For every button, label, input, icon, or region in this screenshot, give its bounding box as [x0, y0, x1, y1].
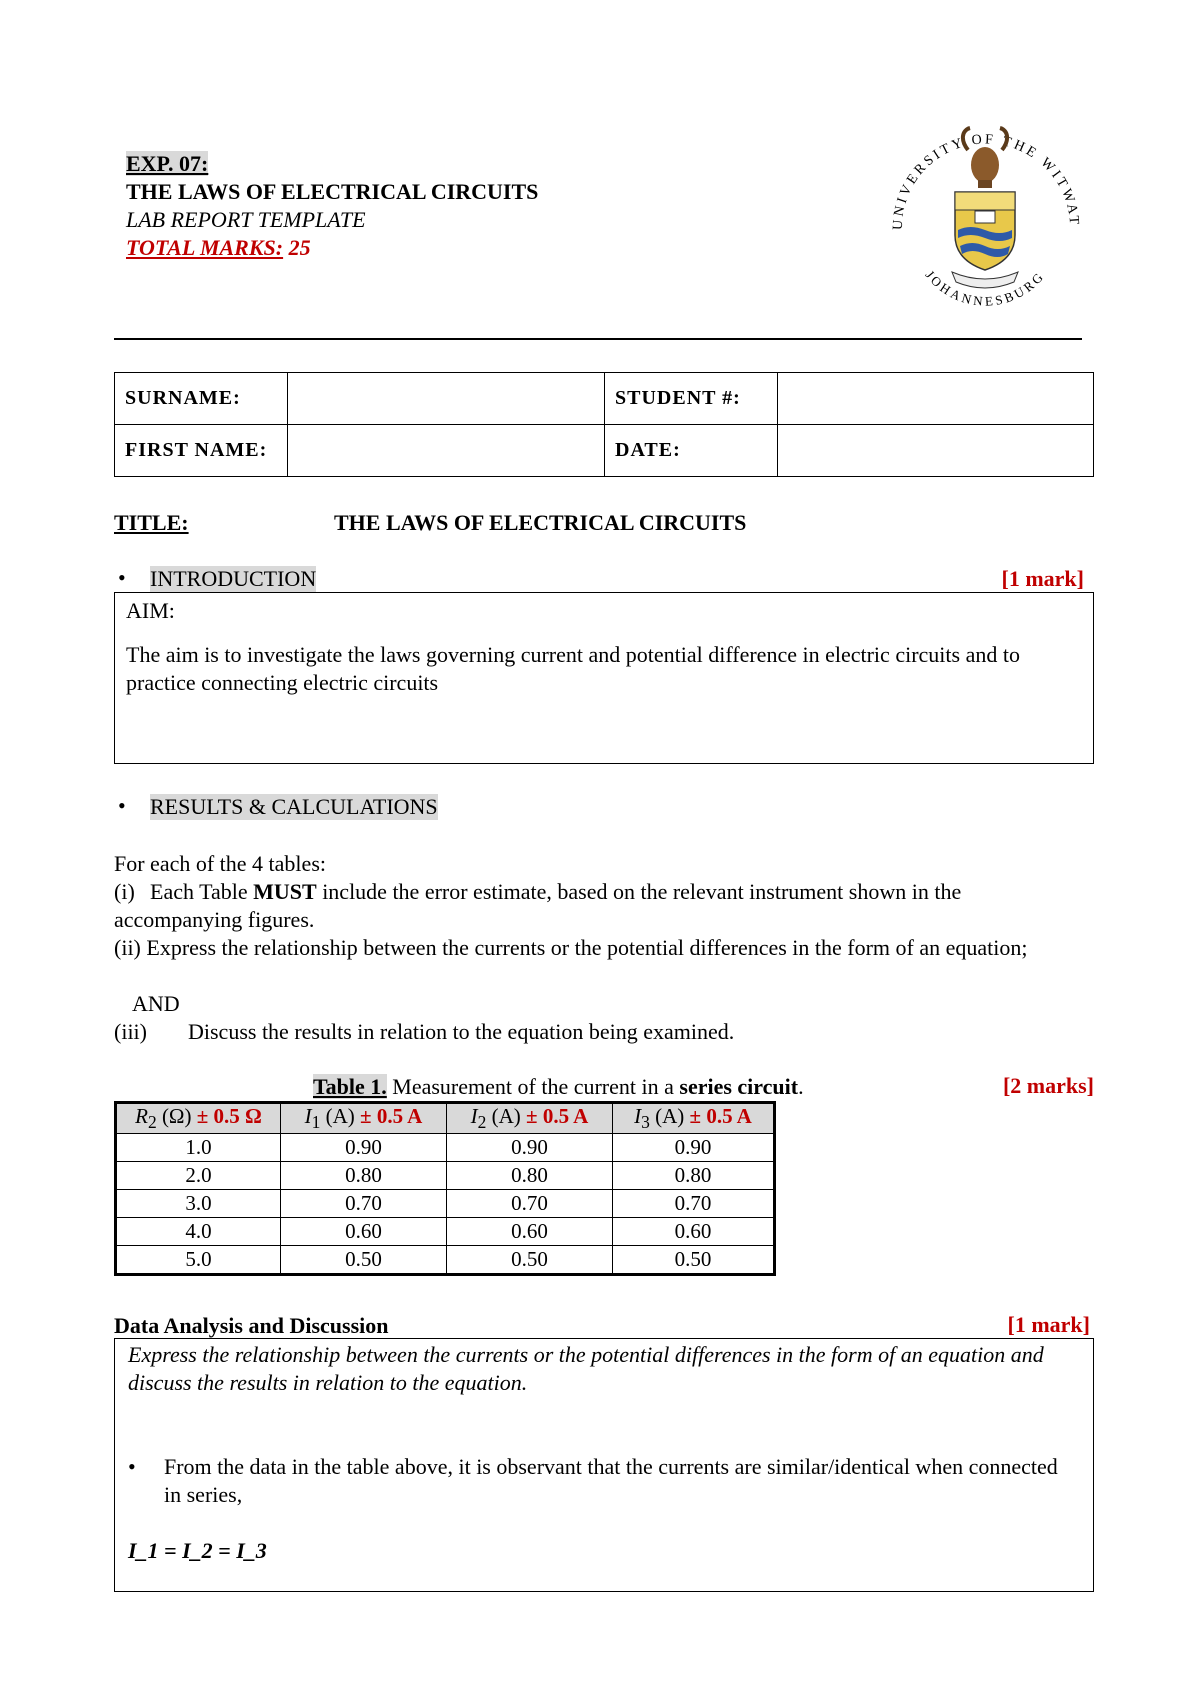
- table1-header-i2: $I_2$ (A) ± 0.5 A: [447, 1103, 613, 1134]
- crest-bottom-text: JOHANNESBURG: [922, 267, 1048, 309]
- table-row: [116, 1246, 775, 1275]
- analysis-mark: [1 mark]: [1007, 1312, 1090, 1337]
- table1-header-i3: $I_3$ (A) ± 0.5 A: [613, 1103, 775, 1134]
- results-and: AND: [132, 991, 180, 1016]
- cell: 0.50: [281, 1246, 447, 1275]
- results-heading: RESULTS & CALCULATIONS: [150, 794, 438, 819]
- exp-label: EXP. 07:: [126, 151, 209, 176]
- cell: 0.50: [613, 1246, 775, 1275]
- results-item-1: (i) Each Table MUST include the error estimate, based on the relevant instrument shown in the accompanying figures.: [114, 879, 962, 932]
- table-row: [116, 1190, 775, 1218]
- results-item-2: (ii) Express the relationship between the currents or the potential differences in the form of an equation;: [114, 935, 1028, 960]
- first-name-label: FIRST NAME:: [115, 425, 288, 477]
- cell: 0.90: [613, 1134, 775, 1162]
- aim-label: AIM:: [126, 598, 175, 623]
- aim-box: [114, 592, 1094, 764]
- table1-header-r2: $R_2$ (Ω) ± 0.5 Ω: [116, 1103, 281, 1134]
- table-row: [116, 1162, 775, 1190]
- table1-mark: [2 marks]: [1002, 1073, 1094, 1098]
- analysis-bullet-dot: •: [128, 1454, 136, 1479]
- analysis-bullet-text: From the data in the table above, it is observant that the currents are similar/identical when connected in series,: [164, 1454, 1058, 1507]
- table1-header-i1: $I_1$ (A) ± 0.5 A: [281, 1103, 447, 1134]
- introduction-mark: [1 mark]: [1001, 566, 1084, 591]
- introduction-heading: INTRODUCTION: [150, 566, 317, 591]
- crest-top-text: UNIVERSITY OF THE WITWAT: [890, 132, 1082, 231]
- university-crest-logo: [880, 110, 1090, 320]
- analysis-equation: I_1 = I_2 = I_3: [128, 1538, 267, 1563]
- results-item-3: (iii) Discuss the results in relation to the equation being examined.: [114, 1019, 735, 1044]
- cell: 3.0: [116, 1190, 281, 1218]
- title-value: THE LAWS OF ELECTRICAL CIRCUITS: [334, 510, 747, 535]
- table1: [114, 1101, 776, 1276]
- cell: 0.60: [613, 1218, 775, 1246]
- date-label: DATE:: [605, 425, 778, 477]
- intro-bullet: •: [118, 565, 126, 590]
- cell: 0.50: [447, 1246, 613, 1275]
- doc-subtitle: LAB REPORT TEMPLATE: [126, 207, 366, 232]
- cell: 5.0: [116, 1246, 281, 1275]
- first-name-field[interactable]: [288, 425, 605, 477]
- cell: 0.70: [281, 1190, 447, 1218]
- student-info-table: [114, 372, 1094, 477]
- cell: 1.0: [116, 1134, 281, 1162]
- results-intro: For each of the 4 tables:: [114, 851, 326, 876]
- results-bullet: •: [118, 793, 126, 818]
- total-marks: TOTAL MARKS: 25: [126, 235, 311, 260]
- cell: 0.60: [447, 1218, 613, 1246]
- student-number-field[interactable]: [778, 373, 1094, 425]
- cell: 0.60: [281, 1218, 447, 1246]
- title-label: TITLE:: [114, 510, 189, 535]
- aim-text: The aim is to investigate the laws governing current and potential difference in electric circuits and to practice connecting electric circuits: [126, 642, 1020, 695]
- analysis-box: [114, 1338, 1094, 1592]
- cell: 0.70: [613, 1190, 775, 1218]
- cell: 0.90: [447, 1134, 613, 1162]
- analysis-heading: Data Analysis and Discussion: [114, 1313, 389, 1338]
- surname-label: SURNAME:: [115, 373, 288, 425]
- date-field[interactable]: [778, 425, 1094, 477]
- table-row: [116, 1218, 775, 1246]
- doc-title: THE LAWS OF ELECTRICAL CIRCUITS: [126, 179, 539, 204]
- analysis-prompt: Express the relationship between the currents or the potential differences in the form of an equation and discuss the results in relation to the equation.: [128, 1342, 1044, 1395]
- cell: 0.90: [281, 1134, 447, 1162]
- cell: 0.80: [447, 1162, 613, 1190]
- cell: 4.0: [116, 1218, 281, 1246]
- cell: 0.70: [447, 1190, 613, 1218]
- cell: 2.0: [116, 1162, 281, 1190]
- cell: 0.80: [281, 1162, 447, 1190]
- table1-caption: Table 1. Measurement of the current in a series circuit.: [313, 1074, 804, 1099]
- surname-field[interactable]: [288, 373, 605, 425]
- student-number-label: STUDENT #:: [605, 373, 778, 425]
- table-row: [116, 1134, 775, 1162]
- separator-line: [114, 338, 1082, 340]
- cell: 0.80: [613, 1162, 775, 1190]
